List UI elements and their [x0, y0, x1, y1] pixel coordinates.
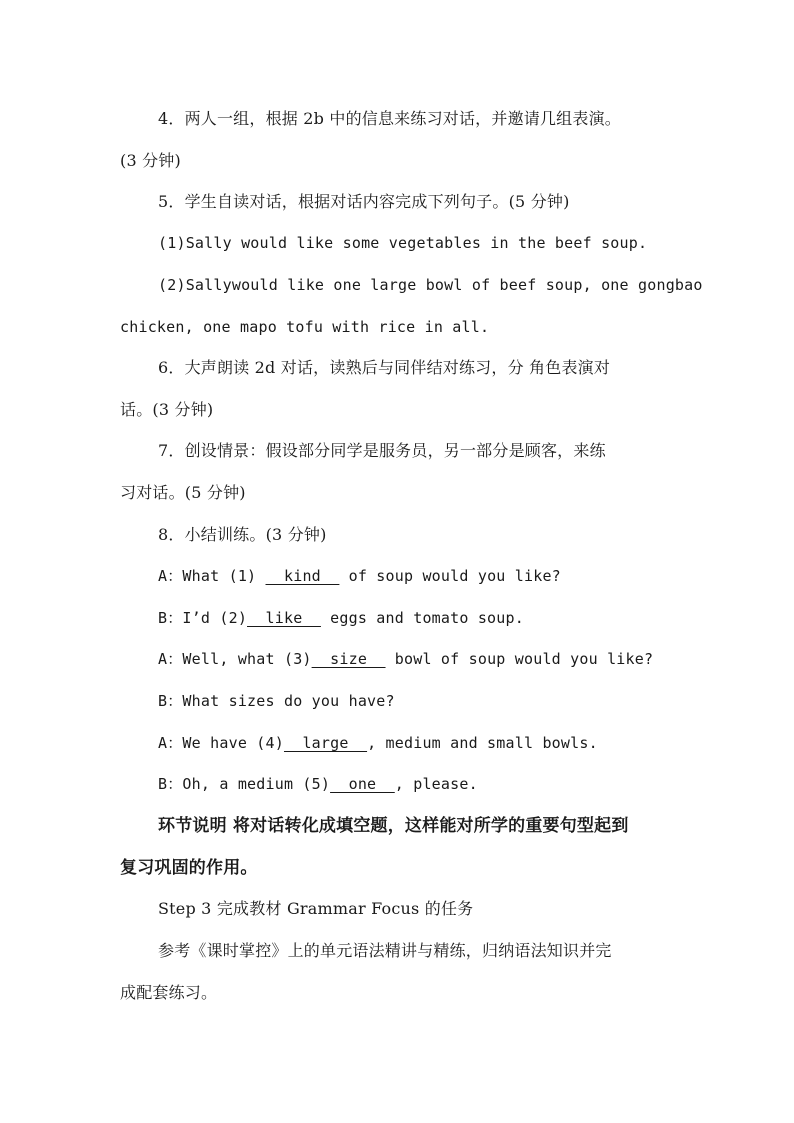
- dialogue-blank: __kind__: [265, 567, 340, 585]
- dialogue-text: A：What (1): [158, 567, 266, 585]
- dialogue-text: B：What sizes do you have?: [158, 692, 395, 710]
- dialogue-text: , please.: [394, 775, 478, 793]
- section-note-cont: 复习巩固的作用。: [120, 858, 258, 878]
- dialogue-text: , medium and small bowls.: [367, 734, 598, 752]
- section-note: 环节说明 将对话转化成填空题，这样能对所学的重要句型起到: [158, 816, 629, 836]
- dialogue-line-5: [158, 732, 684, 754]
- dialogue-text: bowl of soup would you like?: [385, 650, 654, 668]
- dialogue-line-4: [158, 690, 684, 712]
- dialogue-line-1: [158, 565, 684, 587]
- text-line-sentence2: (2)Sallywould like one large bowl of beef soup, one gongbao: [158, 276, 703, 294]
- text-line-item4: 4．两人一组，根据 2b 中的信息来练习对话，并邀请几组表演。: [158, 109, 621, 128]
- dialogue-text: B：I’d (2): [158, 609, 248, 627]
- text-line-sentence2-cont: chicken, one mapo tofu with rice in all.: [120, 318, 490, 336]
- dialogue-text: A：Well, what (3): [158, 650, 312, 668]
- dialogue-line-3: [158, 648, 684, 670]
- dialogue-blank: __one__: [330, 775, 395, 793]
- text-line-item6-cont: 话。(3 分钟): [120, 400, 214, 419]
- text-line-item7: 7．创设情景：假设部分同学是服务员，另一部分是顾客，来练: [158, 441, 606, 460]
- dialogue-blank: __like__: [247, 609, 321, 627]
- dialogue-text: B：Oh, a medium (5): [158, 775, 331, 793]
- dialogue-line-6: [158, 773, 684, 795]
- dialogue-blank: __large__: [283, 734, 368, 752]
- dialogue-line-2: [158, 607, 684, 629]
- step3-description-cont: 成配套练习。: [120, 983, 218, 1002]
- text-line-item6: 6．大声朗读 2d 对话，读熟后与同伴结对练习，分 角色表演对: [158, 358, 611, 377]
- text-line-item8: 8．小结训练。(3 分钟): [158, 525, 327, 544]
- text-line-sentence1: (1)Sally would like some vegetables in the beef soup.: [158, 234, 648, 252]
- dialogue-text: of soup would you like?: [339, 567, 561, 585]
- step3-description: 参考《课时掌控》上的单元语法精讲与精练，归纳语法知识并完: [158, 941, 612, 960]
- text-line-item4-cont: (3 分钟): [120, 151, 181, 170]
- step3-heading: Step 3 完成教材 Grammar Focus 的任务: [158, 899, 474, 918]
- dialogue-text: A：We have (4): [158, 734, 284, 752]
- text-line-item5: 5．学生自读对话，根据对话内容完成下列句子。(5 分钟): [158, 192, 570, 211]
- dialogue-text: eggs and tomato soup.: [320, 609, 524, 627]
- dialogue-blank: __size__: [311, 650, 386, 668]
- text-line-item7-cont: 习对话。(5 分钟): [120, 483, 246, 502]
